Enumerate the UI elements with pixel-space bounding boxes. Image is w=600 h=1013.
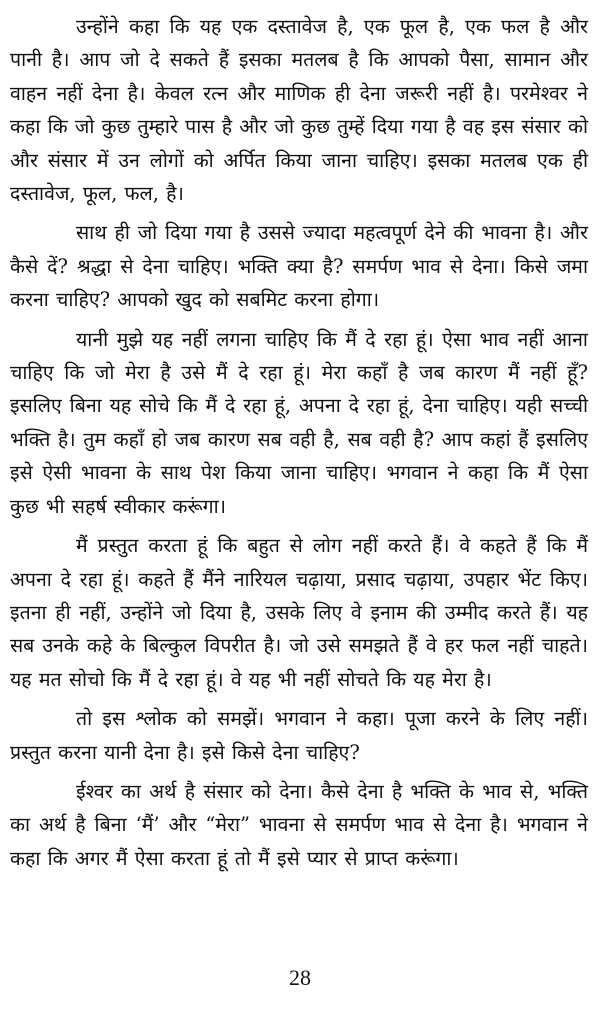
paragraph-1: उन्होंने कहा कि यह एक दस्तावेज है, एक फूल है, एक फल है और पानी है। आप जो दे सकते हैं इसका मतलब है कि आपको पैसा, सामान और वाहन नहीं देना है। केवल रत्न और माणिक ही देना जरूरी नहीं है। परमेश्वर ने कहा कि जो कुछ तुम्हारे पास है और जो कुछ तुम्हें दिया गया है वह इस संसार को और संसार में उन लोगों को अर्पित किया जाना चाहिए। इसका मतलब एक ही दस्तावेज, फूल, फल, है। <box>10 15 588 206</box>
paragraph-5: तो इस श्लोक को समझें। भगवान ने कहा। पूजा करने के लिए नहीं। प्रस्तुत करना यानी देना है। इसे किसे देना चाहिए? <box>10 707 588 764</box>
paragraph-3: यानी मुझे यह नहीं लगना चाहिए कि मैं दे रहा हूं। ऐसा भाव नहीं आना चाहिए कि जो मेरा है उसे मैं दे रहा हूं। मेरा कहाँ है जब कारण मैं नहीं हूँ? इसलिए बिना यह सोचे कि मैं दे रहा हूं, अपना दे रहा हूं, देना चाहिए। यही सच्ची भक्ति है। तुम कहाँ हो जब कारण सब वही है, सब वही है? आप कहां हैं इसलिए इसे ऐसी भावना के साथ पेश किया जाना चाहिए। भगवान ने कहा कि मैं ऐसा कुछ भी सहर्ष स्वीकार करूंगा। <box>10 327 588 518</box>
paragraph-2: साथ ही जो दिया गया है उससे ज्यादा महत्वपूर्ण देने की भावना है। और कैसे दें? श्रद्धा से देना चाहिए। भक्ति क्या है? समर्पण भाव से देना। किसे जमा करना चाहिए? आपको खुद को सबमिट करना होगा। <box>10 221 588 312</box>
page-body <box>10 10 588 881</box>
paragraph-4: मैं प्रस्तुत करता हूं कि बहुत से लोग नहीं करते हैं। वे कहते हैं कि मैं अपना दे रहा हूं। कहते हैं मैंने नारियल चढ़ाया, प्रसाद चढ़ाया, उपहार भेंट किए। इतना ही नहीं, उन्होंने जो दिया है, उसके लिए वे इनाम की उम्मीद करते हैं। यह सब उनके कहे के बिल्कुल विपरीत है। जो उसे समझते हैं वे हर फल नहीं चाहते। यह मत सोचो कि मैं दे रहा हूं। वे यह भी नहीं सोचते कि यह मेरा है। <box>10 534 588 691</box>
paragraph-6: ईश्वर का अर्थ है संसार को देना। कैसे देना है भक्ति के भाव से, भक्ति का अर्थ है बिना ‘मैं’ और “मेरा” भावना से समर्पण भाव से देना है। भगवान ने कहा कि अगर मैं ऐसा करता हूं तो मैं इसे प्यार से प्राप्त करूंगा। <box>10 779 588 870</box>
page-number: 28 <box>289 965 311 990</box>
